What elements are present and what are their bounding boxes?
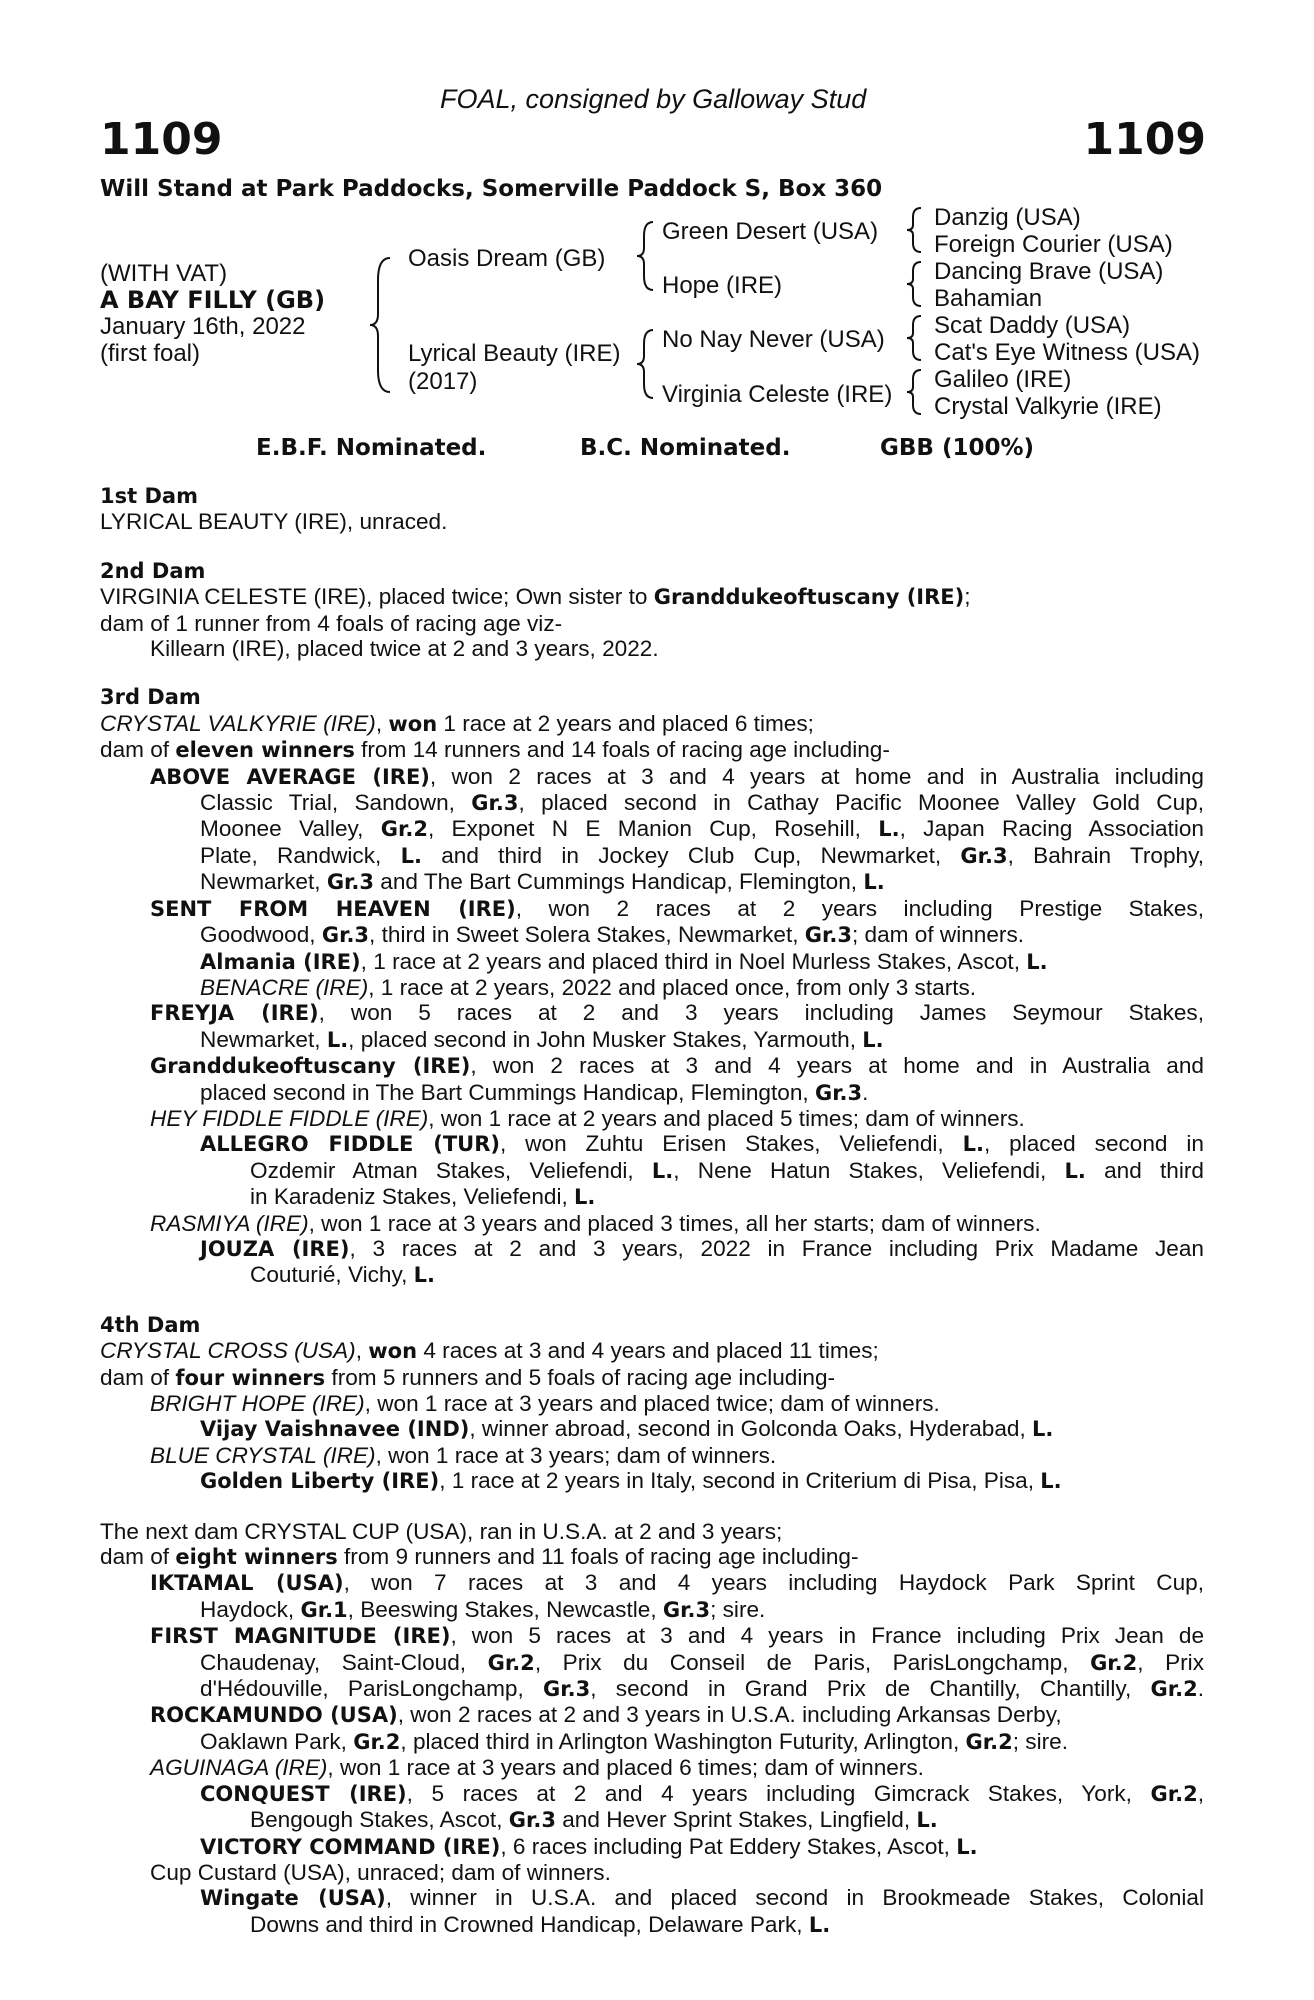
pedigree-line — [100, 1236, 1204, 1262]
vat-note: (WITH VAT) — [100, 260, 228, 287]
pedigree-line — [100, 584, 1204, 610]
bold-text: Golden Liberty (IRE) — [200, 1469, 440, 1494]
bold-text: L. — [400, 843, 422, 868]
bold-text: eleven winners — [175, 738, 355, 763]
pedigree-brace-dam — [637, 326, 661, 402]
bold-text: L. — [962, 1132, 984, 1157]
text: , placed second in — [983, 1131, 1204, 1157]
pedigree-line — [100, 1416, 1204, 1442]
bold-text: L. — [956, 1834, 978, 1859]
bold-text: JOUZA (IRE) — [200, 1236, 350, 1261]
bold-text: Gr.3 — [508, 1808, 556, 1833]
text: , won 2 races at 3 and 4 years at home and in Australia and — [470, 1053, 1204, 1079]
text: , second in Grand Prix de Chantilly, Chantilly, — [590, 1676, 1151, 1702]
pedigree-granddam: Hope (IRE) — [662, 272, 783, 299]
bold-text: Gr.3 — [321, 923, 370, 948]
text: Ozdemir Atman Stakes, Veliefendi, — [250, 1157, 652, 1183]
stand-location: Will Stand at Park Paddocks, Somerville Paddock S, Box 360 — [100, 176, 883, 202]
dam-section — [100, 1519, 1204, 1939]
bold-text: Gr.3 — [804, 923, 852, 948]
pedigree-line — [100, 949, 1204, 975]
pedigree-line — [100, 1623, 1204, 1649]
text: , winner in U.S.A. and placed second in Brookmeade Stakes, Colonial — [385, 1885, 1204, 1911]
text: d'Hédouville, ParisLongchamp, — [200, 1676, 544, 1702]
text: Newmarket, — [200, 869, 327, 895]
pedigree-brace-dd — [907, 367, 927, 417]
bold-text: Gr.3 — [326, 870, 375, 895]
pedigree-line — [100, 869, 1204, 895]
text: , 1 race at 2 years and placed third in Noel Murless Stakes, Ascot, — [360, 948, 1027, 974]
bold-text: L. — [1032, 1417, 1054, 1442]
text: , won Zuhtu Erisen Stakes, Veliefendi, — [500, 1131, 963, 1157]
lot-number-left: 1109 — [100, 114, 223, 165]
bold-text: L. — [1026, 949, 1048, 974]
bold-text: won — [368, 1339, 418, 1364]
text: , placed third in Arlington Washington Futurity, Arlington, — [400, 1728, 966, 1754]
pedigree-line — [100, 1131, 1204, 1157]
pedigree-line — [100, 737, 1204, 763]
text: Downs and third in Crowned Handicap, Delaware Park, — [250, 1911, 809, 1937]
bold-text: L. — [863, 870, 885, 895]
text: , placed second in Cathay Pacific Moonee Valley Gold Cup, — [518, 790, 1204, 816]
catalogue-body — [100, 484, 1204, 1938]
bold-text: Gr.3 — [960, 843, 1008, 868]
text: , won 5 races at 3 and 4 years in France including Prix Jean de — [450, 1623, 1205, 1649]
pedigree-line — [100, 922, 1204, 948]
pedigree-brace-ds — [907, 313, 927, 363]
text: , won 1 race at 2 years and placed 5 times; dam of winners. — [428, 1105, 1025, 1131]
pedigree-line — [100, 1000, 1204, 1026]
pedigree-line — [100, 896, 1204, 922]
pedigree-line — [100, 1544, 1204, 1570]
text: and The Bart Cummings Handicap, Flemington, — [374, 869, 864, 895]
pedigree-line — [100, 1597, 1204, 1623]
italic-text: CRYSTAL CROSS (USA) — [100, 1338, 356, 1364]
pedigree-line — [100, 1262, 1204, 1288]
text: and third in Jockey Club Cup, Newmarket, — [421, 842, 961, 868]
text: , won 5 races at 2 and 3 years including James Seymour Stakes, — [318, 1000, 1205, 1026]
text: , Beeswing Stakes, Newcastle, — [347, 1596, 663, 1622]
pedigree-second-dam: Virginia Celeste (IRE) — [662, 381, 893, 408]
section-heading: 2nd Dam — [100, 558, 206, 583]
bold-text: ALLEGRO FIDDLE (TUR) — [200, 1132, 500, 1157]
bold-text: L. — [1064, 1158, 1086, 1183]
text: Goodwood, — [200, 922, 322, 948]
italic-text: RASMIYA (IRE) — [150, 1210, 309, 1236]
bold-text: Gr.3 — [471, 791, 519, 816]
pedigree-line — [100, 1860, 1204, 1885]
bold-text: FREYJA (IRE) — [150, 1001, 319, 1026]
text: , third in Sweet Solera Stakes, Newmarket, — [369, 922, 805, 948]
text: Moonee Valley, — [200, 816, 381, 842]
text: and third — [1085, 1157, 1204, 1183]
pedigree-line — [100, 1468, 1204, 1494]
text: , placed second in John Musker Stakes, Yarmouth, — [348, 1026, 863, 1052]
text: , winner abroad, second in Golconda Oaks, Hyderabad, — [469, 1416, 1033, 1442]
pedigree-sire: Oasis Dream (GB) — [408, 245, 606, 272]
text: . — [1197, 1676, 1204, 1702]
pedigree-brace-ss — [907, 205, 927, 255]
pedigree-dss: Scat Daddy (USA) — [934, 312, 1131, 339]
bold-text: FIRST MAGNITUDE (IRE) — [150, 1624, 451, 1649]
bold-text: L. — [651, 1158, 674, 1183]
pedigree-line — [100, 611, 1204, 636]
bold-text: VICTORY COMMAND (IRE) — [200, 1834, 501, 1859]
pedigree-line — [100, 711, 1204, 737]
foaling-date: January 16th, 2022 — [100, 313, 306, 340]
bc-nomination: B.C. Nominated. — [580, 435, 791, 461]
pedigree-line — [100, 1885, 1204, 1911]
bold-text: L. — [326, 1027, 349, 1052]
pedigree-line — [100, 1184, 1204, 1210]
pedigree-line — [100, 1106, 1204, 1131]
pedigree-grandsire: Green Desert (USA) — [662, 218, 879, 245]
text: , 5 races at 2 and 4 years including Gimcrack Stakes, York, — [406, 1780, 1151, 1806]
bold-text: Gr.1 — [300, 1597, 348, 1622]
pedigree-line — [100, 1729, 1204, 1755]
text: 1 race at 2 years and placed 6 times; — [437, 710, 814, 736]
pedigree-dds: Galileo (IRE) — [934, 366, 1072, 393]
text: , 6 races including Pat Eddery Stakes, Ascot, — [500, 1833, 957, 1859]
text: , 3 races at 2 and 3 years, 2022 in France including Prix Madame Jean — [349, 1235, 1204, 1261]
text: ; — [964, 584, 971, 610]
gbb-status: GBB (100%) — [880, 435, 1035, 461]
pedigree-dam-sire: No Nay Never (USA) — [662, 326, 885, 353]
text: Oaklawn Park, — [200, 1728, 354, 1754]
text: Classic Trial, Sandown, — [200, 790, 472, 816]
bold-text: Granddukeoftuscany (IRE) — [653, 585, 965, 610]
bold-text: Gr.2 — [1150, 1677, 1198, 1702]
pedigree-brace-sire — [637, 218, 661, 294]
text: , won 1 race at 3 years and placed twice; dam of winners. — [364, 1391, 940, 1416]
italic-text: AGUINAGA (IRE) — [150, 1755, 328, 1781]
bold-text: Vijay Vaishnavee (IND) — [200, 1417, 470, 1442]
text: Couturié, Vichy, — [250, 1262, 414, 1288]
bold-text: L. — [808, 1912, 831, 1937]
pedigree-line — [100, 1807, 1204, 1833]
bold-text: Gr.3 — [662, 1597, 711, 1622]
text: , Nene Hatun Stakes, Veliefendi, — [673, 1157, 1065, 1183]
text: dam of — [100, 1544, 176, 1570]
bold-text: Gr.3 — [543, 1677, 591, 1702]
text: placed second in The Bart Cummings Handicap, Flemington, — [200, 1079, 815, 1105]
text: VIRGINIA CELESTE (IRE), placed twice; Own sister to — [100, 584, 654, 610]
text: The next dam CRYSTAL CUP (USA), ran in U.S.A. at 2 and 3 years; — [100, 1518, 783, 1544]
pedigree-dam-year: (2017) — [408, 368, 478, 395]
pedigree-line — [100, 1053, 1204, 1079]
pedigree-line — [100, 1158, 1204, 1184]
bold-text: ROCKAMUNDO (USA) — [150, 1703, 398, 1728]
text: 4 races at 3 and 4 years and placed 11 times; — [417, 1338, 879, 1364]
foal-note: (first foal) — [100, 340, 201, 367]
bold-text: L. — [1040, 1469, 1062, 1494]
text: from 9 runners and 11 foals of racing age including- — [337, 1544, 859, 1570]
lot-number-right: 1109 — [1083, 114, 1206, 165]
bold-text: L. — [862, 1027, 884, 1052]
bold-text: L. — [574, 1185, 596, 1210]
bold-text: L. — [916, 1808, 938, 1833]
horse-name: A BAY FILLY (GB) — [100, 286, 326, 314]
pedigree-line — [100, 764, 1204, 790]
text: , — [375, 710, 389, 736]
section-heading: 3rd Dam — [100, 685, 201, 710]
pedigree-line — [100, 1211, 1204, 1236]
bold-text: Gr.2 — [353, 1729, 401, 1754]
bold-text: L. — [878, 817, 900, 842]
text: , Japan Racing Association — [899, 816, 1204, 842]
section-heading: 1st Dam — [100, 484, 198, 508]
pedigree-line — [100, 1338, 1204, 1364]
bold-text: Wingate (USA) — [200, 1886, 386, 1911]
ebf-nomination: E.B.F. Nominated. — [256, 435, 487, 461]
bold-text: SENT FROM HEAVEN (IRE) — [150, 896, 516, 921]
pedigree-ddd: Crystal Valkyrie (IRE) — [934, 393, 1162, 420]
bold-text: eight winners — [175, 1545, 338, 1570]
pedigree-line — [100, 1027, 1204, 1053]
bold-text: four winners — [175, 1365, 326, 1390]
pedigree-line — [100, 816, 1204, 842]
text: , won 2 races at 2 years including Prestige Stakes, — [515, 895, 1204, 921]
text: , — [355, 1338, 369, 1364]
text: , won 2 races at 2 and 3 years in U.S.A. including Arkansas Derby, — [397, 1702, 1062, 1728]
text: dam of — [100, 737, 176, 763]
dam-section — [100, 484, 1204, 535]
pedigree-dsd: Cat's Eye Witness (USA) — [934, 339, 1200, 366]
pedigree-sds: Dancing Brave (USA) — [934, 258, 1164, 285]
bold-text: IKTAMAL (USA) — [150, 1571, 344, 1596]
bold-text: ABOVE AVERAGE (IRE) — [150, 764, 430, 789]
text: Haydock, — [200, 1596, 301, 1622]
pedigree-line — [100, 1676, 1204, 1702]
italic-text: CRYSTAL VALKYRIE (IRE) — [100, 710, 376, 736]
bold-text: Almania (IRE) — [200, 949, 361, 974]
pedigree-line — [100, 1702, 1204, 1728]
text: , won 1 race at 3 years and placed 6 times; dam of winners. — [327, 1755, 924, 1781]
bold-text: Gr.2 — [487, 1650, 535, 1675]
pedigree-line — [100, 1443, 1204, 1468]
bold-text: Granddukeoftuscany (IRE) — [150, 1054, 471, 1079]
bold-text: Gr.2 — [380, 817, 428, 842]
pedigree-dam: Lyrical Beauty (IRE) — [408, 340, 621, 367]
text: , Exponet N E Manion Cup, Rosehill, — [427, 816, 879, 842]
pedigree-sss: Danzig (USA) — [934, 204, 1081, 231]
italic-text: HEY FIDDLE FIDDLE (IRE) — [150, 1105, 429, 1131]
dam-section — [100, 685, 1204, 1288]
text: , won 1 race at 3 years and placed 3 times, all her starts; dam of winners. — [308, 1210, 1041, 1236]
pedigree-line — [100, 1834, 1204, 1860]
text: . — [862, 1079, 869, 1105]
text: LYRICAL BEAUTY (IRE), unraced. — [100, 509, 448, 535]
pedigree-sdd: Bahamian — [934, 285, 1043, 312]
text: from 5 runners and 5 foals of racing age including- — [325, 1364, 836, 1390]
bold-text: Gr.2 — [1090, 1650, 1138, 1675]
bold-text: Gr.2 — [965, 1729, 1013, 1754]
pedigree-ssd: Foreign Courier (USA) — [934, 231, 1173, 258]
bold-text: won — [388, 711, 438, 736]
italic-text: BENACRE (IRE) — [200, 974, 369, 1000]
bold-text: CONQUEST (IRE) — [200, 1781, 407, 1806]
italic-text: BRIGHT HOPE (IRE) — [150, 1391, 365, 1416]
text: , Prix du Conseil de Paris, ParisLongchamp, — [534, 1649, 1091, 1675]
catalogue-subtitle: FOAL, consigned by Galloway Stud — [440, 84, 867, 114]
text: , 1 race at 2 years, 2022 and placed once, from only 3 starts. — [368, 974, 977, 1000]
text: Newmarket, — [200, 1026, 327, 1052]
pedigree-brace-main — [370, 250, 400, 400]
pedigree-line — [100, 1912, 1204, 1938]
text: dam of — [100, 1364, 176, 1390]
text: , 1 race at 2 years in Italy, second in Criterium di Pisa, Pisa, — [439, 1468, 1041, 1494]
text: in Karadeniz Stakes, Veliefendi, — [250, 1184, 575, 1210]
pedigree-line — [100, 1781, 1204, 1807]
bold-text: L. — [413, 1263, 436, 1288]
text: ; sire. — [1012, 1728, 1068, 1754]
text: Plate, Randwick, — [200, 842, 401, 868]
text: dam of 1 runner from 4 foals of racing age viz- — [100, 610, 563, 636]
pedigree-line — [100, 1570, 1204, 1596]
pedigree-line — [100, 636, 1204, 661]
text: Cup Custard (USA), unraced; dam of winners. — [150, 1859, 611, 1885]
pedigree-line — [100, 790, 1204, 816]
pedigree-line — [100, 1519, 1204, 1544]
bold-text: Gr.2 — [1150, 1781, 1198, 1806]
text: , won 1 race at 3 years; dam of winners. — [375, 1442, 777, 1468]
text: , won 7 races at 3 and 4 years including Haydock Park Sprint Cup, — [343, 1570, 1205, 1596]
pedigree-line — [100, 509, 1204, 534]
text: ; sire. — [710, 1596, 766, 1622]
text: Killearn (IRE), placed twice at 2 and 3 years, 2022. — [150, 636, 659, 662]
pedigree-line — [100, 1650, 1204, 1676]
bold-text: Gr.3 — [814, 1080, 863, 1105]
text: , won 2 races at 3 and 4 years at home and in Australia including — [429, 763, 1204, 789]
italic-text: BLUE CRYSTAL (IRE) — [150, 1442, 376, 1468]
dam-section — [100, 559, 1204, 662]
text: , — [1197, 1780, 1204, 1806]
text: ; dam of winners. — [852, 922, 1025, 948]
pedigree-line — [100, 1755, 1204, 1780]
text: , Bahrain Trophy, — [1007, 842, 1204, 868]
text: Bengough Stakes, Ascot, — [250, 1807, 509, 1833]
pedigree-line — [100, 1080, 1204, 1106]
section-heading: 4th Dam — [100, 1312, 201, 1337]
text: from 14 runners and 14 foals of racing age including- — [354, 737, 890, 763]
text: , Prix — [1137, 1649, 1205, 1675]
pedigree-brace-sd — [907, 259, 927, 309]
dam-section — [100, 1313, 1204, 1495]
pedigree-line — [100, 843, 1204, 869]
pedigree-line — [100, 1365, 1204, 1391]
text: Chaudenay, Saint-Cloud, — [200, 1649, 488, 1675]
text: and Hever Sprint Stakes, Lingfield, — [555, 1807, 917, 1833]
pedigree-line — [100, 975, 1204, 1000]
pedigree-line — [100, 1391, 1204, 1416]
